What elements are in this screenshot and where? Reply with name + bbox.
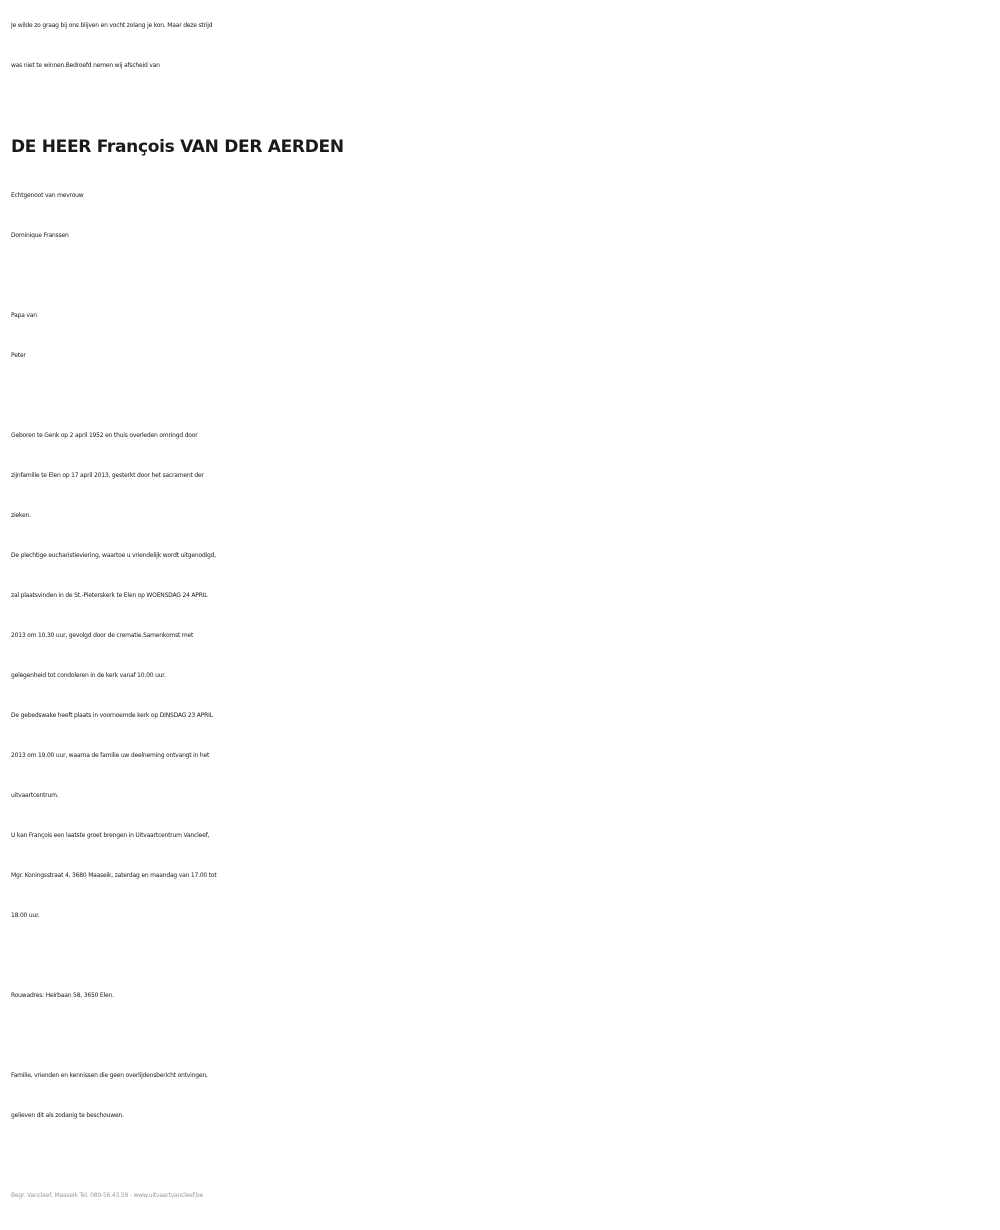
details-line: gelegenheid tot condoleren in de kerk vanaf 10.00 uur. [11, 672, 166, 679]
notice-line: gelieven dit als zodanig te beschouwen. [11, 1112, 124, 1119]
children-line: Papa van [11, 312, 37, 319]
details-line: zal plaatsvinden in de St.-Pieterskerk te Elen op WOENSDAG 24 APRIL [11, 592, 208, 599]
details-line: uitvaartcentrum. [11, 792, 59, 799]
details-line: De plechtige eucharistieviering, waartoe u vriendelijk wordt uitgenodigd, [11, 552, 216, 559]
details-line: zijnfamilie te Elen op 17 april 2013, gesterkt door het sacrament der [11, 472, 204, 479]
details-line: De gebedswake heeft plaats in voornoemde kerk op DINSDAG 23 APRIL [11, 712, 213, 719]
children-block [11, 296, 991, 376]
details-line: 18.00 uur. [11, 912, 40, 919]
children-line: Peter [11, 352, 26, 359]
spacer [11, 376, 991, 416]
notice-line: Familie, vrienden en kennissen die geen overlijdensbericht ontvingen, [11, 1072, 208, 1079]
spouse-line: Dominique Franssen [11, 232, 69, 239]
details-line: Mgr. Koningsstraat 4, 3680 Maaseik, zaterdag en maandag van 17.00 tot [11, 872, 217, 879]
deceased-name: DE HEER François VAN DER AERDEN [11, 137, 344, 157]
spacer [11, 256, 991, 296]
funeral-home-footer: Begr. Vancleef, Maaseik Tel. 089-56.43.59 - www.uitvaartvancleef.be [11, 1192, 203, 1199]
obituary-notice [11, 0, 991, 1216]
spouse-block [11, 176, 991, 256]
spouse-line: Echtgenoot van mevrouw [11, 192, 84, 199]
intro-line: Je wilde zo graag bij ons blijven en vocht zolang je kon. Maar deze strijd [11, 22, 213, 29]
spacer [11, 1136, 991, 1176]
details-line: zieken. [11, 512, 31, 519]
details-line: Geboren te Genk op 2 april 1952 en thuis overleden omringd door [11, 432, 198, 439]
notice-paragraph [11, 1056, 991, 1136]
intro-line: was niet te winnen.Bedroefd nemen wij afscheid van [11, 62, 160, 69]
details-paragraph [11, 416, 991, 936]
intro-paragraph [11, 0, 991, 86]
details-line: U kan François een laatste groet brengen in Uitvaartcentrum Vancleef, [11, 832, 210, 839]
spacer [11, 936, 991, 976]
spacer [11, 1016, 991, 1056]
details-line: 2013 om 19.00 uur, waarna de familie uw deelneming ontvangt in het [11, 752, 210, 759]
mourning-address: Rouwadres: Heirbaan 58, 3650 Elen. [11, 992, 114, 999]
details-line: 2013 om 10.30 uur, gevolgd door de crematie.Samenkomst met [11, 632, 194, 639]
